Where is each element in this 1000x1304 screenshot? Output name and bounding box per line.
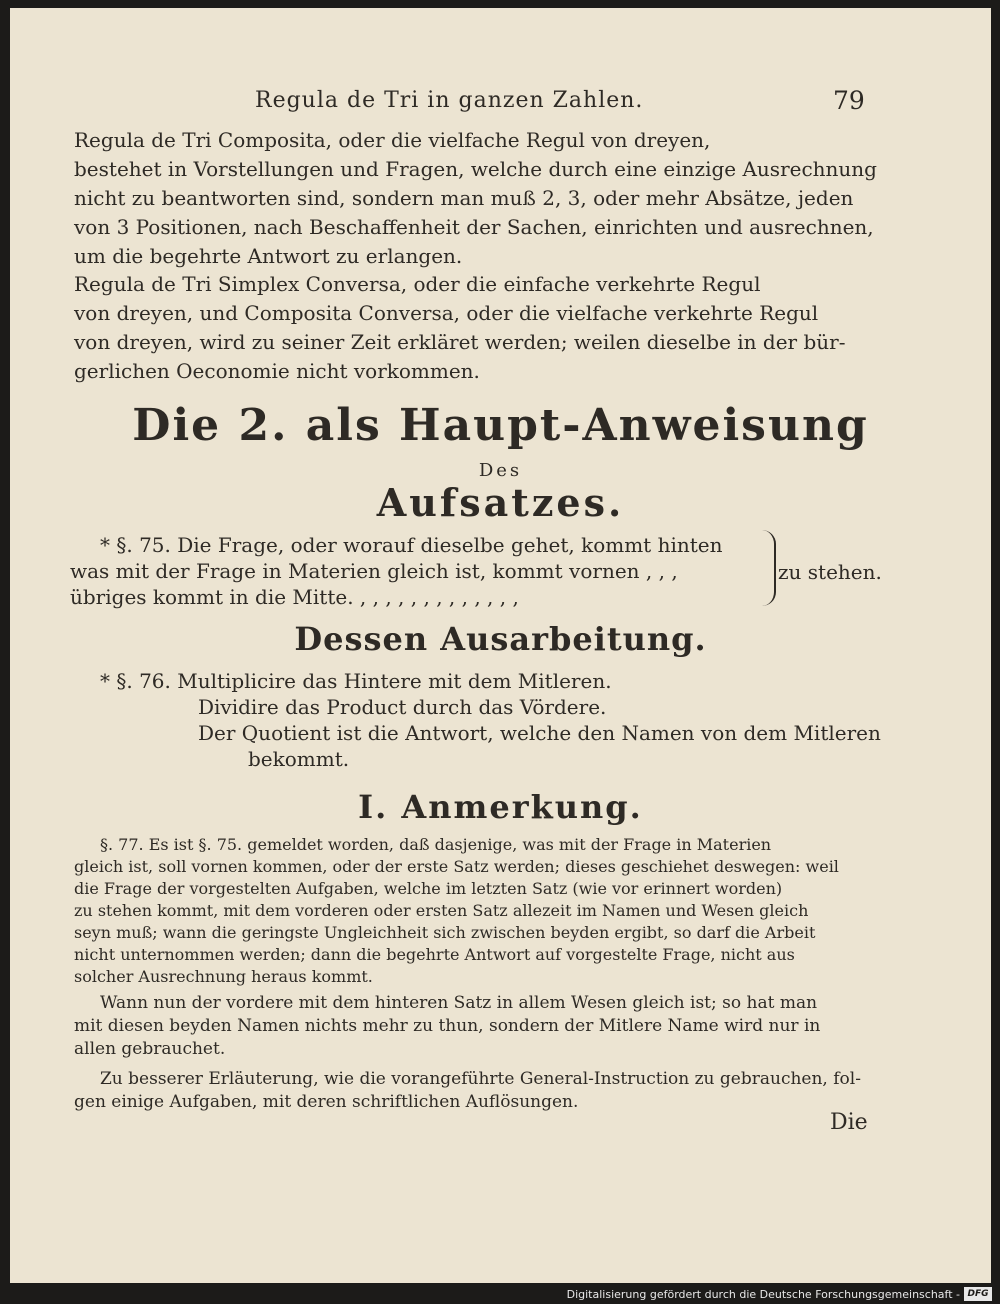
text-line: von dreyen, wird zu seiner Zeit erkläret werden; weilen dieselbe in der bür- [74,330,846,354]
scanned-page [10,8,991,1283]
text-line: §. 77. Es ist §. 75. gemeldet worden, daß dasjenige, was mit der Frage in Materien [100,835,772,854]
text-line: Zu besserer Erläuterung, wie die vorangeführte General-Instruction zu gebrauchen, fol- [100,1069,861,1089]
note-77 [74,834,894,988]
text-line: solcher Ausrechnung heraus kommt. [74,967,373,986]
text-line: bestehet in Vorstellungen und Fragen, welche durch eine einzige Ausrechnung [74,157,877,181]
text-line: Wann nun der vordere mit dem hinteren Satz in allem Wesen gleich ist; so hat man [100,993,818,1013]
bracket-label: zu stehen. [778,560,882,584]
footer-credit: Digitalisierung gefördert durch die Deutsche Forschungsgemeinschaft - [566,1288,960,1301]
rule-line: bekommt. [248,747,350,771]
dfg-logo: DFG [964,1287,992,1301]
text-line: nicht unternommen werden; dann die begehrte Antwort auf vorgestelte Frage, nicht aus [74,945,795,964]
curly-brace [760,530,776,606]
catchword: Die [830,1110,868,1135]
paragraph-conversa [74,270,874,386]
text-line: gerlichen Oeconomie nicht vorkommen. [74,359,480,383]
rule-line: * §. 75. Die Frage, oder worauf dieselbe gehet, kommt hinten [100,533,723,557]
rule-line: Der Quotient ist die Antwort, welche den Namen von dem Mitleren [198,721,881,745]
page-number: 79 [833,86,865,115]
rule-76 [100,668,881,772]
text-line: seyn muß; wann die geringste Ungleichheit sich zwischen beyden ergibt, so darf die Arbeit [74,923,816,942]
section-subheading: Aufsatzes. [376,480,625,525]
running-head: Regula de Tri in ganzen Zahlen. [255,88,644,113]
text-line: die Frage der vorgestelten Aufgaben, welche im letzten Satz (wie vor erinnert worden) [74,879,783,898]
note-paragraph [74,1068,894,1114]
section-subheading: Des [478,460,523,481]
text-line: Regula de Tri Simplex Conversa, oder die einfache verkehrte Regul [74,272,761,296]
text-line: Regula de Tri Composita, oder die vielfache Regul von dreyen, [74,128,711,152]
text-line: von 3 Positionen, nach Beschaffenheit der Sachen, einrichten und ausrechnen, [74,215,874,239]
rule-line: übriges kommt in die Mitte. , , , , , , , , , , , , , [70,585,519,609]
text-line: gleich ist, soll vornen kommen, oder der erste Satz werden; dieses geschiehet deswegen: weil [74,857,839,876]
rule-line: Dividire das Product durch das Vördere. [198,695,607,719]
section-heading: Die 2. als Haupt-Anweisung [132,400,869,451]
section-heading: I. Anmerkung. [358,788,643,826]
rule-line: was mit der Frage in Materien gleich ist, kommt vornen , , , [70,559,678,583]
text-line: nicht zu beantworten sind, sondern man muß 2, 3, oder mehr Absätze, jeden [74,186,854,210]
paragraph-composita [74,126,877,271]
rule-line: * §. 76. Multiplicire das Hintere mit dem Mitleren. [100,669,612,693]
text-line: allen gebrauchet. [74,1039,226,1059]
footer-bar [0,1286,1000,1304]
text-line: zu stehen kommt, mit dem vorderen oder ersten Satz allezeit im Namen und Wesen gleich [74,901,809,920]
text-line: um die begehrte Antwort zu erlangen. [74,244,463,268]
text-line: gen einige Aufgaben, mit deren schriftlichen Auflösungen. [74,1092,579,1112]
section-heading: Dessen Ausarbeitung. [294,620,707,658]
note-paragraph [74,992,894,1061]
rule-75 [70,532,723,610]
text-line: mit diesen beyden Namen nichts mehr zu thun, sondern der Mitlere Name wird nur in [74,1016,821,1036]
text-line: von dreyen, und Composita Conversa, oder die vielfache verkehrte Regul [74,301,819,325]
